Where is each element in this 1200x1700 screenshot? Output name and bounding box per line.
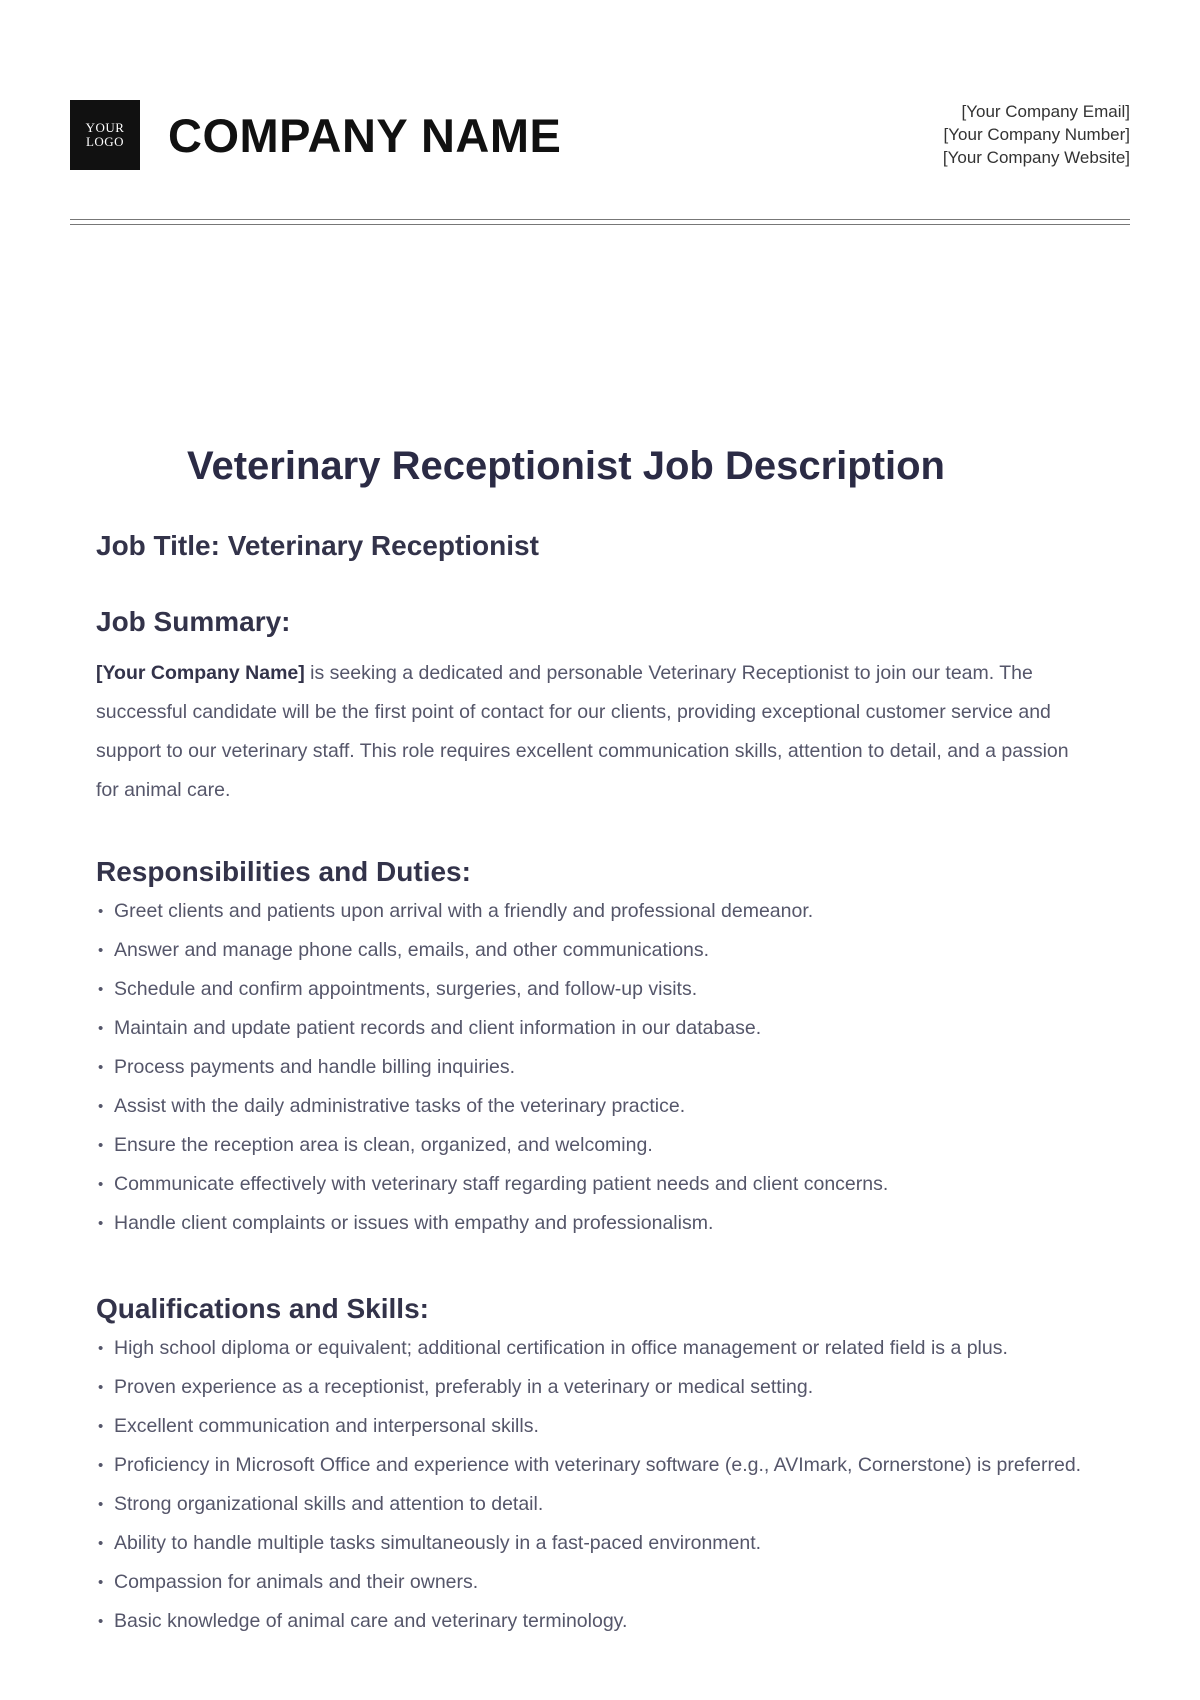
list-item: • Proficiency in Microsoft Office and experience with veterinary software (e.g., AVImark, Cornerstone) is preferred. [96,1446,1096,1485]
responsibilities-list [96,892,1096,1243]
company-email: [Your Company Email] [961,102,1130,121]
list-item: • Maintain and update patient records and client information in our database. [96,1009,1096,1048]
header-divider-top [70,219,1130,220]
list-item: • Answer and manage phone calls, emails, and other communications. [96,931,1096,970]
logo-line-2: LOGO [85,134,125,149]
document-body [96,436,1096,1641]
job-summary-paragraph [96,654,1096,810]
document-title: Veterinary Receptionist Job Description [187,444,945,488]
company-website: [Your Company Website] [942,148,1130,167]
list-item: • Excellent communication and interpersonal skills. [96,1407,1096,1446]
list-item: • High school diploma or equivalent; additional certification in office management or related field is a plus. [96,1329,1096,1368]
company-name-placeholder: [Your Company Name] [96,662,305,684]
list-item: • Process payments and handle billing inquiries. [96,1048,1096,1087]
job-summary-heading: Job Summary: [96,606,291,637]
list-item: • Proven experience as a receptionist, preferably in a veterinary or medical setting. [96,1368,1096,1407]
list-item: • Ensure the reception area is clean, organized, and welcoming. [96,1126,1096,1165]
list-item: • Communicate effectively with veterinary staff regarding patient needs and client concerns. [96,1165,1096,1204]
logo-line-1: YOUR [85,120,125,135]
list-item: • Compassion for animals and their owners. [96,1563,1096,1602]
list-item: • Strong organizational skills and attention to detail. [96,1485,1096,1524]
list-item: • Schedule and confirm appointments, surgeries, and follow-up visits. [96,970,1096,1009]
company-contact-block [943,100,1130,169]
job-summary-text: is seeking a dedicated and personable Veterinary Receptionist to join our team. The successful candidate will be the first point of contact for our clients, providing exceptional customer service and support to our veterinary staff. This role requires excellent communication skills, attention to detail, and a passion for animal care. [96,662,1069,801]
list-item: • Assist with the daily administrative tasks of the veterinary practice. [96,1087,1096,1126]
list-item: • Handle client complaints or issues with empathy and professionalism. [96,1204,1096,1243]
responsibilities-heading: Responsibilities and Duties: [96,856,471,887]
list-item: • Ability to handle multiple tasks simultaneously in a fast-paced environment. [96,1524,1096,1563]
letterhead [70,100,1130,172]
qualifications-heading: Qualifications and Skills: [96,1293,429,1324]
list-item: • Greet clients and patients upon arrival with a friendly and professional demeanor. [96,892,1096,931]
qualifications-list [96,1329,1096,1641]
header-divider-bottom [70,224,1130,225]
company-logo [70,100,140,170]
list-item: • Basic knowledge of animal care and veterinary terminology. [96,1602,1096,1641]
company-number: [Your Company Number] [943,125,1130,144]
company-name: COMPANY NAME [168,109,562,162]
job-title: Job Title: Veterinary Receptionist [96,530,539,561]
